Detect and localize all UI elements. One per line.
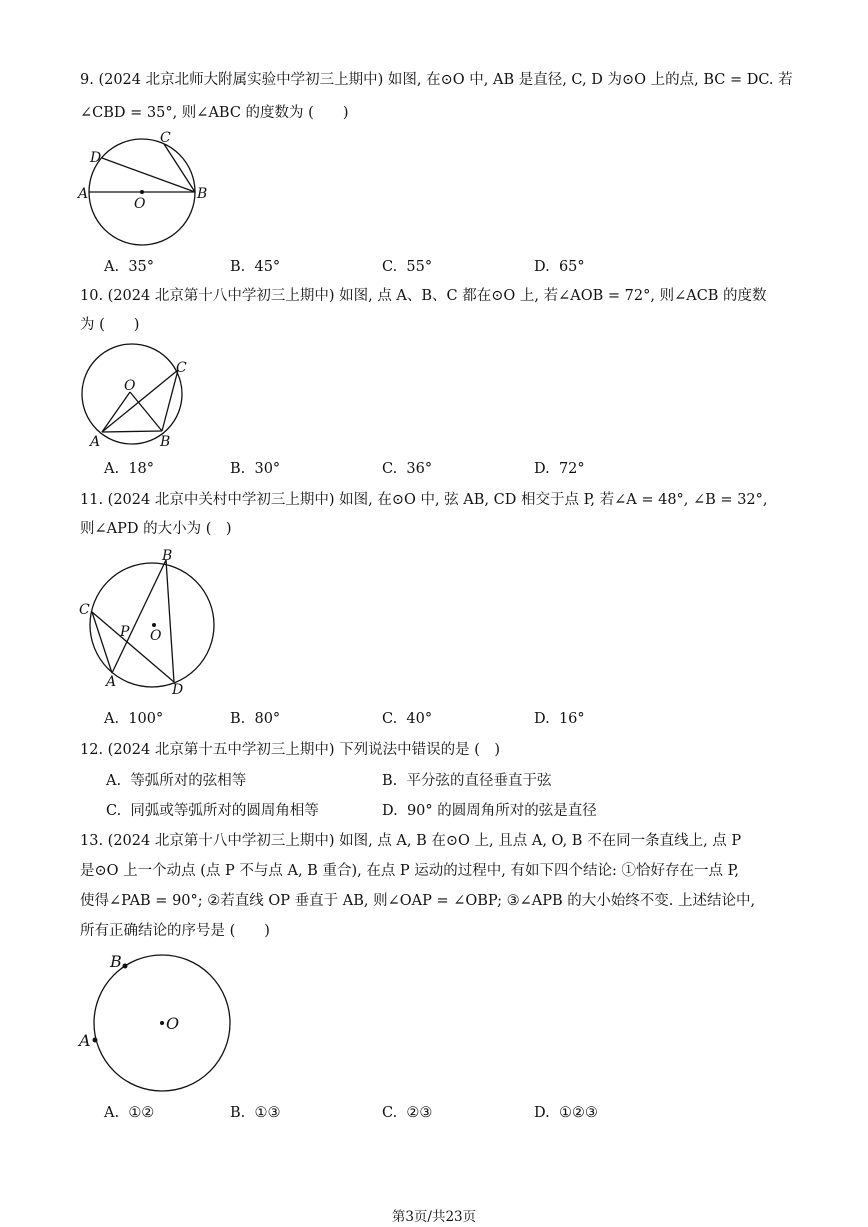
label-d: D — [172, 682, 184, 698]
option-d[interactable]: D. 16° — [534, 711, 585, 727]
option-d[interactable]: D. 90° 的圆周角所对的弦是直径 — [382, 803, 597, 819]
option-d[interactable]: D. 65° — [534, 259, 585, 275]
label-a: A — [90, 434, 101, 450]
option-a[interactable]: A. 100° — [104, 711, 164, 727]
option-c[interactable]: C. 同弧或等弧所对的圆周角相等 — [106, 803, 319, 819]
chord-bc — [162, 370, 178, 431]
question-text: (2024 北京北师大附属实验中学初三上期中) 如图, 在⊙O 中, AB 是直径, C, D 为⊙O 上的点, BC = DC. 若 — [98, 72, 793, 88]
label-o: O — [124, 378, 136, 394]
chord-ac — [102, 370, 178, 432]
question-12-line-1 — [80, 740, 500, 760]
chord-ab — [112, 560, 166, 673]
question-11-line-1 — [80, 490, 768, 510]
option-b[interactable]: B. 45° — [230, 259, 281, 275]
question-text: (2024 北京中关村中学初三上期中) 如图, 在⊙O 中, 弦 AB, CD 相交于点 P, 若∠A = 48°, ∠B = 32°, — [107, 492, 768, 508]
label-p: P — [120, 624, 130, 640]
label-b: B — [162, 548, 173, 564]
question-11-figure — [76, 548, 226, 702]
label-b: B — [110, 952, 122, 971]
point-a — [93, 1038, 98, 1043]
option-c[interactable]: C. 36° — [382, 461, 433, 477]
page-footer: 第3页/共23页 — [391, 1209, 477, 1225]
question-9-figure — [76, 130, 226, 254]
question-13-line-3: 使得∠PAB = 90°; ②若直线 OP 垂直于 AB, 则∠OAP = ∠OBP; ③∠APB 的大小始终不变. 上述结论中, — [80, 893, 756, 909]
question-number: 11. — [80, 492, 104, 508]
option-d[interactable]: D. 72° — [534, 461, 585, 477]
question-text: (2024 北京第十八中学初三上期中) 如图, 点 A, B 在⊙O 上, 且点 A, O, B 不在同一条直线上, 点 P — [107, 833, 742, 849]
question-number: 10. — [80, 288, 104, 304]
question-10-line-1 — [80, 286, 767, 306]
option-c[interactable]: C. ②③ — [382, 1105, 433, 1121]
question-13-figure — [76, 950, 256, 1099]
chord-ab — [102, 431, 162, 432]
question-9-line-2: ∠CBD = 35°, 则∠ABC 的度数为 ( ) — [80, 105, 349, 121]
point-b — [123, 964, 128, 969]
question-11-line-2: 则∠APD 的大小为 ( ) — [80, 521, 232, 537]
chord-cb — [164, 144, 195, 192]
center-dot — [152, 623, 156, 627]
label-a: A — [106, 674, 117, 690]
label-a: A — [79, 1031, 91, 1050]
segment-ob — [130, 392, 162, 431]
option-c[interactable]: C. 55° — [382, 259, 433, 275]
label-c: C — [160, 130, 171, 146]
question-number: 13. — [80, 833, 104, 849]
option-a[interactable]: A. 35° — [104, 259, 155, 275]
label-d: D — [90, 150, 102, 166]
option-a[interactable]: A. ①② — [104, 1105, 155, 1121]
question-13-line-1 — [80, 831, 741, 851]
label-o: O — [150, 628, 162, 644]
question-13-line-2: 是⊙O 上一个动点 (点 P 不与点 A, B 重合), 在点 P 运动的过程中, 有如下四个结论: ①恰好存在一点 P, — [80, 863, 740, 879]
question-text: (2024 北京第十五中学初三上期中) 下列说法中错误的是 ( ) — [107, 742, 501, 758]
option-a[interactable]: A. 18° — [104, 461, 155, 477]
question-10-line-2: 为 ( ) — [80, 317, 140, 333]
chord-bd — [166, 560, 174, 682]
center-dot — [140, 190, 144, 194]
question-13-line-4: 所有正确结论的序号是 ( ) — [80, 923, 270, 939]
option-b[interactable]: B. ①③ — [230, 1105, 281, 1121]
option-b[interactable]: B. 30° — [230, 461, 281, 477]
label-o: O — [134, 196, 146, 212]
chord-db — [102, 158, 195, 192]
question-text: (2024 北京第十八中学初三上期中) 如图, 点 A、B、C 都在⊙O 上, 若∠AOB = 72°, 则∠ACB 的度数 — [107, 288, 767, 304]
option-a[interactable]: A. 等弧所对的弦相等 — [106, 773, 247, 789]
option-c[interactable]: C. 40° — [382, 711, 433, 727]
option-d[interactable]: D. ①②③ — [534, 1105, 598, 1121]
label-c: C — [176, 360, 187, 376]
label-b: B — [160, 434, 171, 450]
question-number: 12. — [80, 742, 104, 758]
option-b[interactable]: B. 平分弦的直径垂直于弦 — [382, 773, 552, 789]
label-o: O — [166, 1014, 180, 1033]
label-a: A — [78, 186, 89, 202]
center-dot — [160, 1021, 164, 1025]
label-b: B — [197, 186, 208, 202]
question-number: 9. — [80, 72, 94, 88]
chord-cd — [92, 612, 174, 682]
question-9-line-1 — [80, 70, 793, 90]
question-10-figure — [80, 340, 200, 459]
label-c: C — [79, 602, 90, 618]
option-b[interactable]: B. 80° — [230, 711, 281, 727]
